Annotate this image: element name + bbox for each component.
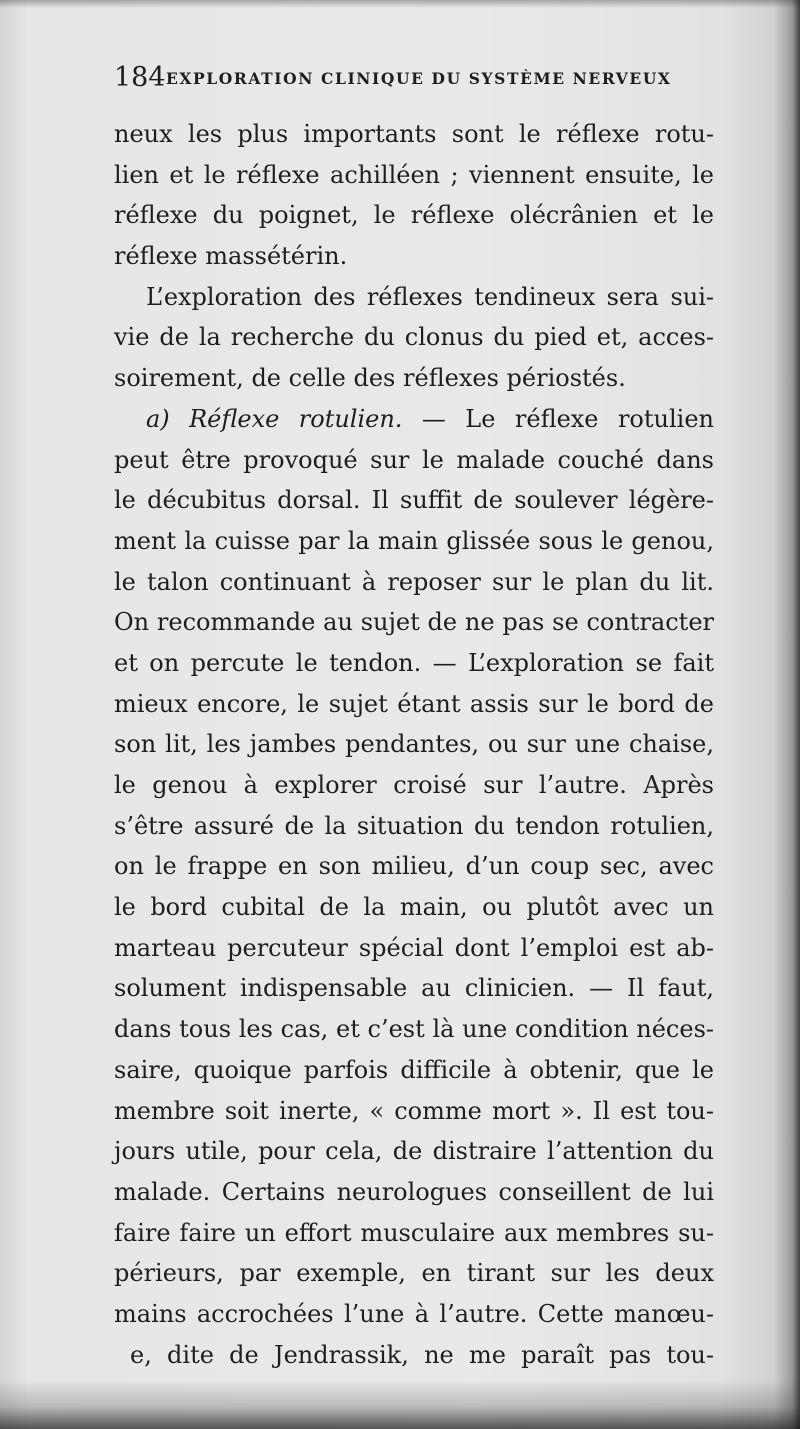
text-line: neux les plus importants sont le réflexe rotu- — [114, 120, 714, 148]
running-head: EXPLORATION CLINIQUE DU SYSTÈME NERVEUX — [166, 69, 672, 88]
page-gutter-shadow — [774, 0, 800, 1429]
page-header — [114, 58, 714, 98]
text-line: e, dite de Jendrassik, ne me paraît pas tou- — [130, 1340, 714, 1369]
section-heading-line — [114, 399, 714, 440]
text-line: le genou à explorer croisé sur l’autre. Après — [114, 771, 714, 799]
text-line: le bord cubital de la main, ou plutôt avec un — [114, 893, 714, 922]
text-line: solument indispensable au clinicien. — Il faut, — [114, 974, 714, 1003]
page-number: 184 — [114, 62, 166, 93]
text-line: faire faire un effort musculaire aux membres su- — [114, 1218, 714, 1247]
text-line: dans tous les cas, et c’est là une condition néces- — [114, 1015, 714, 1044]
text-line: s’être assuré de la situation du tendon rotulien, — [114, 811, 714, 840]
text-line: vie de la recherche du clonus du pied et, acces- — [114, 323, 714, 352]
text-line: membre soit inerte, « comme mort ». Il est tou- — [114, 1096, 714, 1125]
text-line: marteau percuteur spécial dont l’emploi est ab- — [114, 933, 714, 962]
section-title: Réflexe rotulien. — [189, 404, 403, 433]
section-heading-rest: — Le réflexe rotulien — [421, 404, 714, 433]
text-line: ment la cuisse par la main glissée sous le genou, — [114, 526, 714, 555]
text-line: périeurs, par exemple, en tirant sur les deux — [114, 1259, 714, 1288]
text-line: mieux encore, le sujet étant assis sur le bord de — [114, 689, 714, 718]
text-line: et on percute le tendon. — L’exploration se fait — [114, 648, 714, 677]
text-line: malade. Certains neurologues conseillent de lui — [114, 1177, 714, 1206]
section-label: a) — [146, 404, 170, 433]
text-line: le décubitus dorsal. Il suffit de soulever légère- — [114, 486, 714, 515]
text-line: on le frappe en son milieu, d’un coup sec, avec — [114, 852, 714, 881]
text-line: réflexe du poignet, le réflexe olécrânien et le — [114, 201, 714, 230]
page-bottom-shadow — [0, 1379, 800, 1429]
text-line: jours utile, pour cela, de distraire l’attention du — [114, 1137, 714, 1166]
page-top-shadow — [0, 0, 800, 8]
text-line: son lit, les jambes pendantes, ou sur une chaise, — [114, 730, 714, 759]
text-line: soirement, de celle des réflexes périostés. — [114, 364, 626, 393]
body-text — [114, 114, 714, 1375]
text-line: peut être provoqué sur le malade couché dans — [114, 445, 714, 474]
text-line: lien et le réflexe achilléen ; viennent ensuite, le — [114, 160, 714, 189]
text-line: L’exploration des réflexes tendineux sera sui- — [146, 282, 714, 311]
text-line: le talon continuant à reposer sur le plan du lit. — [114, 567, 714, 596]
text-line: On recommande au sujet de ne pas se contracter — [114, 608, 714, 637]
text-line: réflexe massétérin. — [114, 242, 348, 271]
text-line: saire, quoique parfois difficile à obtenir, que le — [114, 1055, 714, 1084]
text-line: mains accrochées l’une à l’autre. Cette manœu- — [114, 1299, 714, 1328]
